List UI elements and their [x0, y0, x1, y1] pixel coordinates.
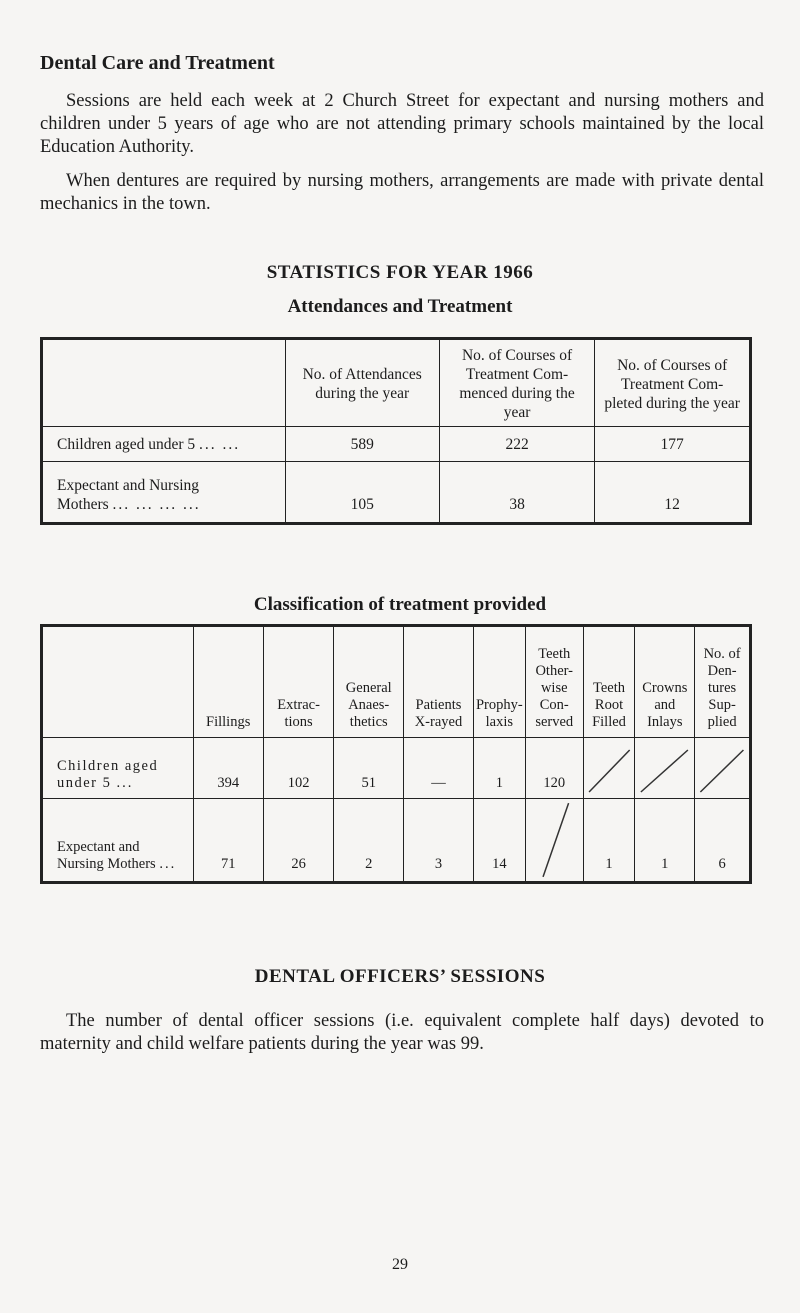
page-title: Dental Care and Treatment [40, 52, 275, 74]
row-label: Children aged under 5 ... ... [42, 427, 286, 462]
table-header-cell: No. of Courses of Treatment Com- pleted during the year [595, 339, 751, 427]
table-cell: — [404, 738, 474, 799]
table-cell: 6 [695, 799, 751, 883]
table-cell: 26 [263, 799, 334, 883]
table-header-row [42, 339, 751, 427]
not-applicable-cell [695, 738, 751, 799]
table2-title: Classification of treatment provided [253, 594, 547, 615]
diagonal-slash-icon [584, 738, 635, 798]
not-applicable-cell [635, 738, 695, 799]
table-cell: 589 [285, 427, 439, 462]
table-cell: 38 [439, 462, 595, 524]
table-header-cell: Teeth Other- wise Con- served [525, 626, 583, 738]
table1-title: Attendances and Treatment [287, 296, 513, 317]
table-header-cell: Teeth Root Filled [583, 626, 635, 738]
table-cell: 394 [193, 738, 263, 799]
table-header-cell: Crowns and Inlays [635, 626, 695, 738]
attendances-table [40, 337, 752, 525]
row-label: Children aged under 5 ... [42, 738, 194, 799]
table-row [42, 427, 751, 462]
diagonal-slash-icon [526, 799, 583, 881]
officers-paragraph: The number of dental officer sessions (i.e. equivalent complete half days) devoted to maternity and child welfare patients during the year was 99. [40, 1011, 764, 1054]
table-cell: 51 [334, 738, 404, 799]
table-header-cell: No. of Courses of Treatment Com- menced during the year [439, 339, 595, 427]
classification-table [40, 624, 752, 884]
table-row [42, 738, 751, 799]
stats-title: STATISTICS FOR YEAR 1966 [266, 262, 534, 283]
row-label: Expectant and Nursing Mothers ... ... ... ... [42, 462, 286, 524]
table-header-cell [42, 626, 194, 738]
table-cell: 1 [583, 799, 635, 883]
row-label: Expectant and Nursing Mothers ... [42, 799, 194, 883]
not-applicable-cell [583, 738, 635, 799]
diagonal-slash-icon [695, 738, 749, 798]
table-header-cell: Patients X-rayed [404, 626, 474, 738]
table-cell: 222 [439, 427, 595, 462]
table-cell: 12 [595, 462, 751, 524]
table-cell: 120 [525, 738, 583, 799]
table-cell: 3 [404, 799, 474, 883]
table-header-cell: Prophy- laxis [473, 626, 525, 738]
table-cell: 105 [285, 462, 439, 524]
not-applicable-cell [525, 799, 583, 883]
table-header-cell [42, 339, 286, 427]
table-header-cell: No. of Den- tures Sup- plied [695, 626, 751, 738]
table-header-row [42, 626, 751, 738]
table-header-cell: General Anaes- thetics [334, 626, 404, 738]
table-header-cell: Extrac- tions [263, 626, 334, 738]
page-number: 29 [392, 1256, 408, 1273]
table-cell: 102 [263, 738, 334, 799]
officers-title: DENTAL OFFICERS’ SESSIONS [254, 966, 546, 987]
table-cell: 1 [635, 799, 695, 883]
dentures-paragraph: When dentures are required by nursing mothers, arrangements are made with private dental mechanics in the town. [40, 171, 764, 214]
table-cell: 71 [193, 799, 263, 883]
table-cell: 14 [473, 799, 525, 883]
table-cell: 2 [334, 799, 404, 883]
table-cell: 1 [473, 738, 525, 799]
table-cell: 177 [595, 427, 751, 462]
table-row [42, 799, 751, 883]
table-row [42, 462, 751, 524]
table-header-cell: No. of Attendances during the year [285, 339, 439, 427]
diagonal-slash-icon [635, 738, 694, 798]
table-header-cell: Fillings [193, 626, 263, 738]
intro-paragraph: Sessions are held each week at 2 Church Street for expectant and nursing mothers and children under 5 years of age who are not attending primary schools maintained by the local Education Authority. [40, 91, 764, 157]
